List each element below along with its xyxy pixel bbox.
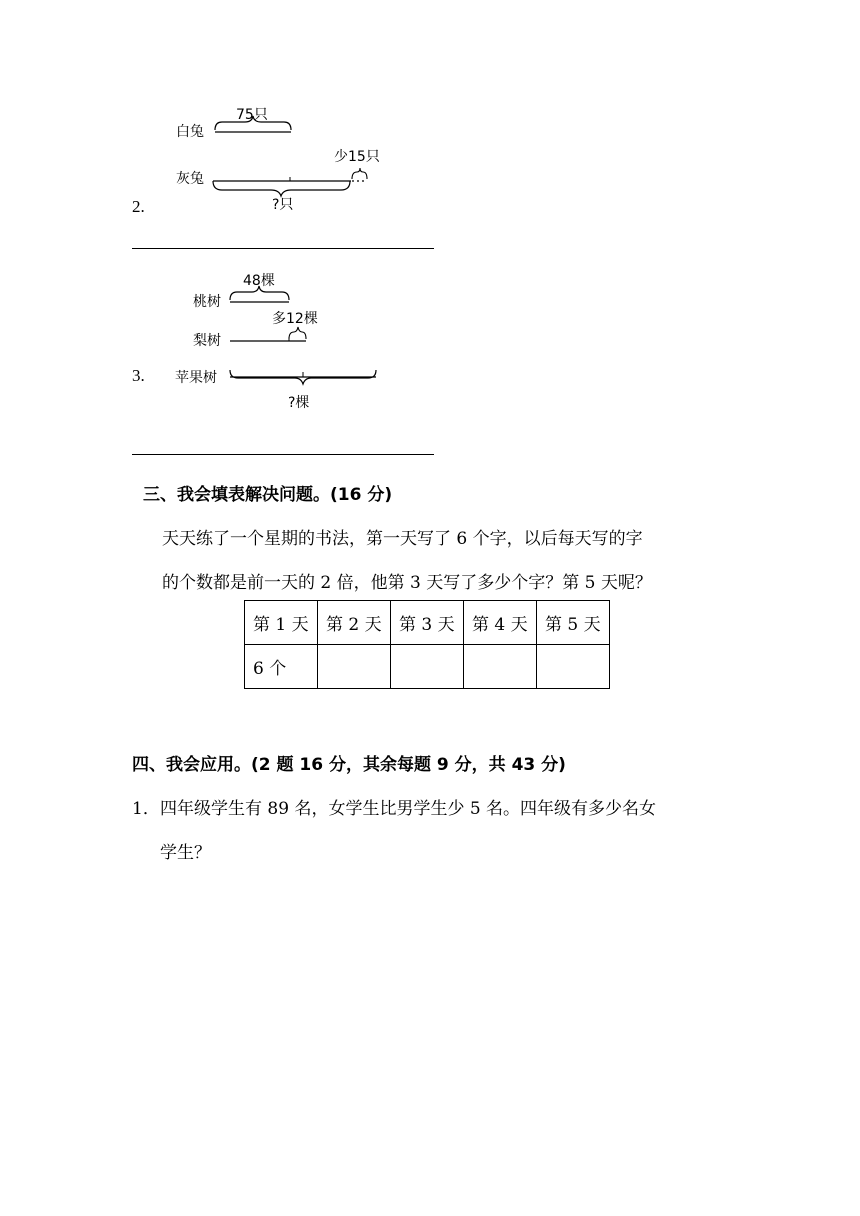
q1-line1: 四年级学生有 89 名，女学生比男学生少 5 名。四年级有多少名女	[160, 799, 657, 819]
gray-diff-label: 少15只	[334, 149, 380, 165]
problem3-number: 3.	[132, 366, 145, 385]
table-header-cell: 第 4 天	[464, 601, 537, 645]
table-answer-cell[interactable]	[537, 645, 610, 689]
problem3-answer-line[interactable]	[132, 454, 434, 455]
table-value-cell: 6 个	[245, 645, 318, 689]
gray-rabbit-label: 灰兔	[176, 171, 204, 187]
table-value-row	[245, 645, 610, 689]
section3-heading: 三、我会填表解决问题。(16 分)	[143, 485, 393, 505]
peach-tree-label: 桃树	[193, 294, 221, 310]
table-header-cell: 第 1 天	[245, 601, 318, 645]
table-header-cell: 第 3 天	[391, 601, 464, 645]
q1-line2: 学生？	[160, 843, 211, 863]
pear-tree-label: 梨树	[193, 333, 221, 349]
apple-question-label: ?棵	[288, 395, 310, 411]
pear-diff-label: 多12棵	[272, 311, 318, 327]
section4-heading: 四、我会应用。(2 题 16 分，其余每题 9 分，共 43 分)	[132, 755, 566, 775]
table-answer-cell[interactable]	[391, 645, 464, 689]
peach-count-label: 48棵	[243, 273, 275, 289]
white-rabbit-label: 白兔	[176, 124, 204, 140]
q1-number: 1．	[132, 799, 160, 819]
table-header-cell: 第 2 天	[318, 601, 391, 645]
apple-tree-label: 苹果树	[175, 370, 217, 386]
problem2-number: 2.	[132, 197, 145, 216]
problem3-bars	[0, 0, 860, 420]
table-header-cell: 第 5 天	[537, 601, 610, 645]
table-answer-cell[interactable]	[464, 645, 537, 689]
section3-text-line2: 的个数都是前一天的 2 倍，他第 3 天写了多少个字？第 5 天呢？	[162, 573, 652, 593]
fill-table	[244, 600, 610, 689]
section3-text-line1: 天天练了一个星期的书法，第一天写了 6 个字，以后每天写的字	[162, 529, 643, 549]
table-header-row	[245, 601, 610, 645]
table-answer-cell[interactable]	[318, 645, 391, 689]
white-count-label: 75只	[236, 107, 268, 123]
gray-question-label: ?只	[272, 197, 294, 213]
